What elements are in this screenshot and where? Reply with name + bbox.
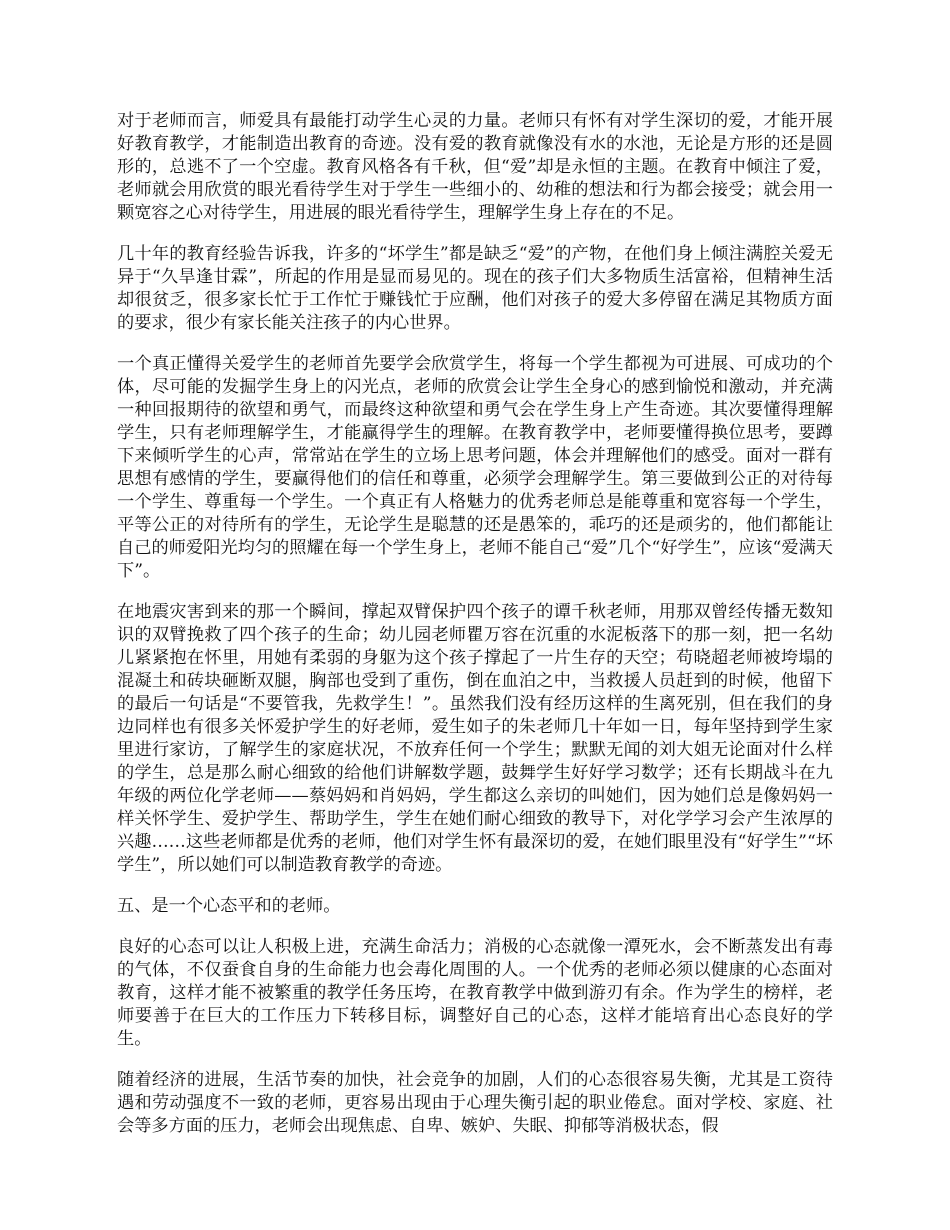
paragraph-economic-pressure: 随着经济的进展，生活节奏的加快，社会竞争的加剧，人们的心态很容易失衡，尤其是工资待遇和劳动强度不一致的老师，更容易出现由于心理失衡引起的职业倦怠。面对学校、家庭、社会等多方面的压力，老师会出现焦虑、自卑、嫉妒、失眠、抑郁等消极状态，假	[117, 1070, 833, 1136]
paragraph-earthquake-teachers: 在地震灾害到来的那一个瞬间，撑起双臂保护四个孩子的谭千秋老师，用那双曾经传播无数知识的双臂挽救了四个孩子的生命；幼儿园老师瞿万容在沉重的水泥板落下的那一刻，把一名幼儿紧紧抱在怀里，用她有柔弱的身躯为这个孩子撑起了一片生存的天空；苟晓超老师被垮塌的混凝土和砖块砸断双腿，胸部也受到了重伤，倒在血泊之中，当救援人员赶到的时候，他留下的最后一句话是“不要管我，先救学生！”。虽然我们没有经历这样的生离死别，但在我们的身边同样也有很多关怀爱护学生的好老师，爱生如子的朱老师几十年如一日，每年坚持到学生家里进行家访，了解学生的家庭状况，不放弃任何一个学生；默默无闻的刘大姐无论面对什么样的学生，总是那么耐心细致的给他们讲解数学题，鼓舞学生好好学习数学；还有长期战斗在九年级的两位化学老师——蔡妈妈和肖妈妈，学生都这么亲切的叫她们，因为她们总是像妈妈一样关怀学生、爱护学生、帮助学生，学生在她们耐心细致的教导下，对化学学习会产生浓厚的兴趣……这些老师都是优秀的老师，他们对学生怀有最深切的爱，在她们眼里没有“好学生”“坏学生”，所以她们可以制造教育教学的奇迹。	[117, 602, 833, 875]
document-body	[117, 110, 833, 1156]
paragraph-good-mindset: 良好的心态可以让人积极上进，充满生命活力；消极的心态就像一潭死水，会不断蒸发出有毒的气体，不仅蚕食自身的生命能力也会毒化周围的人。一个优秀的老师必须以健康的心态面对教育，这样才能不被繁重的教学任务压垮，在教育教学中做到游刃有余。作为学生的榜样，老师要善于在巨大的工作压力下转移目标，调整好自己的心态，这样才能培育出心态良好的学生。	[117, 937, 833, 1049]
section-heading-calm-mindset: 五、是一个心态平和的老师。	[117, 896, 341, 916]
paragraph-appreciate-students: 一个真正懂得关爱学生的老师首先要学会欣赏学生，将每一个学生都视为可进展、可成功的个体，尽可能的发掘学生身上的闪光点，老师的欣赏会让学生全身心的感到愉悦和激动，并充满一种回报期待的欲望和勇气，而最终这种欲望和勇气会在学生身上产生奇迹。其次要懂得理解学生，只有老师理解学生，才能赢得学生的理解。在教育教学中，老师要懂得换位思考，要蹲下来倾听学生的心声，常常站在学生的立场上思考问题，体会并理解他们的感受。面对一群有思想有感情的学生，要赢得他们的信任和尊重，必须学会理解学生。第三要做到公正的对待每一个学生、尊重每一个学生。一个真正有人格魅力的优秀老师总是能尊重和宽容每一个学生，平等公正的对待所有的学生，无论学生是聪慧的还是愚笨的，乖巧的还是顽劣的，他们都能让自己的师爱阳光均匀的照耀在每一个学生身上，老师不能自己“爱”几个“好学生”，应该“爱满天下”。	[117, 354, 833, 581]
paragraph-teacher-love: 对于老师而言，师爱具有最能打动学生心灵的力量。老师只有怀有对学生深切的爱，才能开展好教育教学，才能制造出教育的奇迹。没有爱的教育就像没有水的水池，无论是方形的还是圆形的，总逃不了一个空虚。教育风格各有千秋，但“爱”却是永恒的主题。在教育中倾注了爱，老师就会用欣赏的眼光看待学生对于学生一些细小的、幼稚的想法和行为都会接受；就会用一颗宽容之心对待学生，用进展的眼光看待学生，理解学生身上存在的不足。	[117, 111, 833, 223]
paragraph-experience: 几十年的教育经验告诉我，许多的“坏学生”都是缺乏“爱”的产物，在他们身上倾注满腔关爱无异于“久旱逢甘霖”，所起的作用是显而易见的。现在的孩子们大多物质生活富裕，但精神生活却很贫乏，很多家长忙于工作忙于赚钱忙于应酬，他们对孩子的爱大多停留在满足其物质方面的要求，很少有家长能关注孩子的内心世界。	[117, 244, 833, 333]
